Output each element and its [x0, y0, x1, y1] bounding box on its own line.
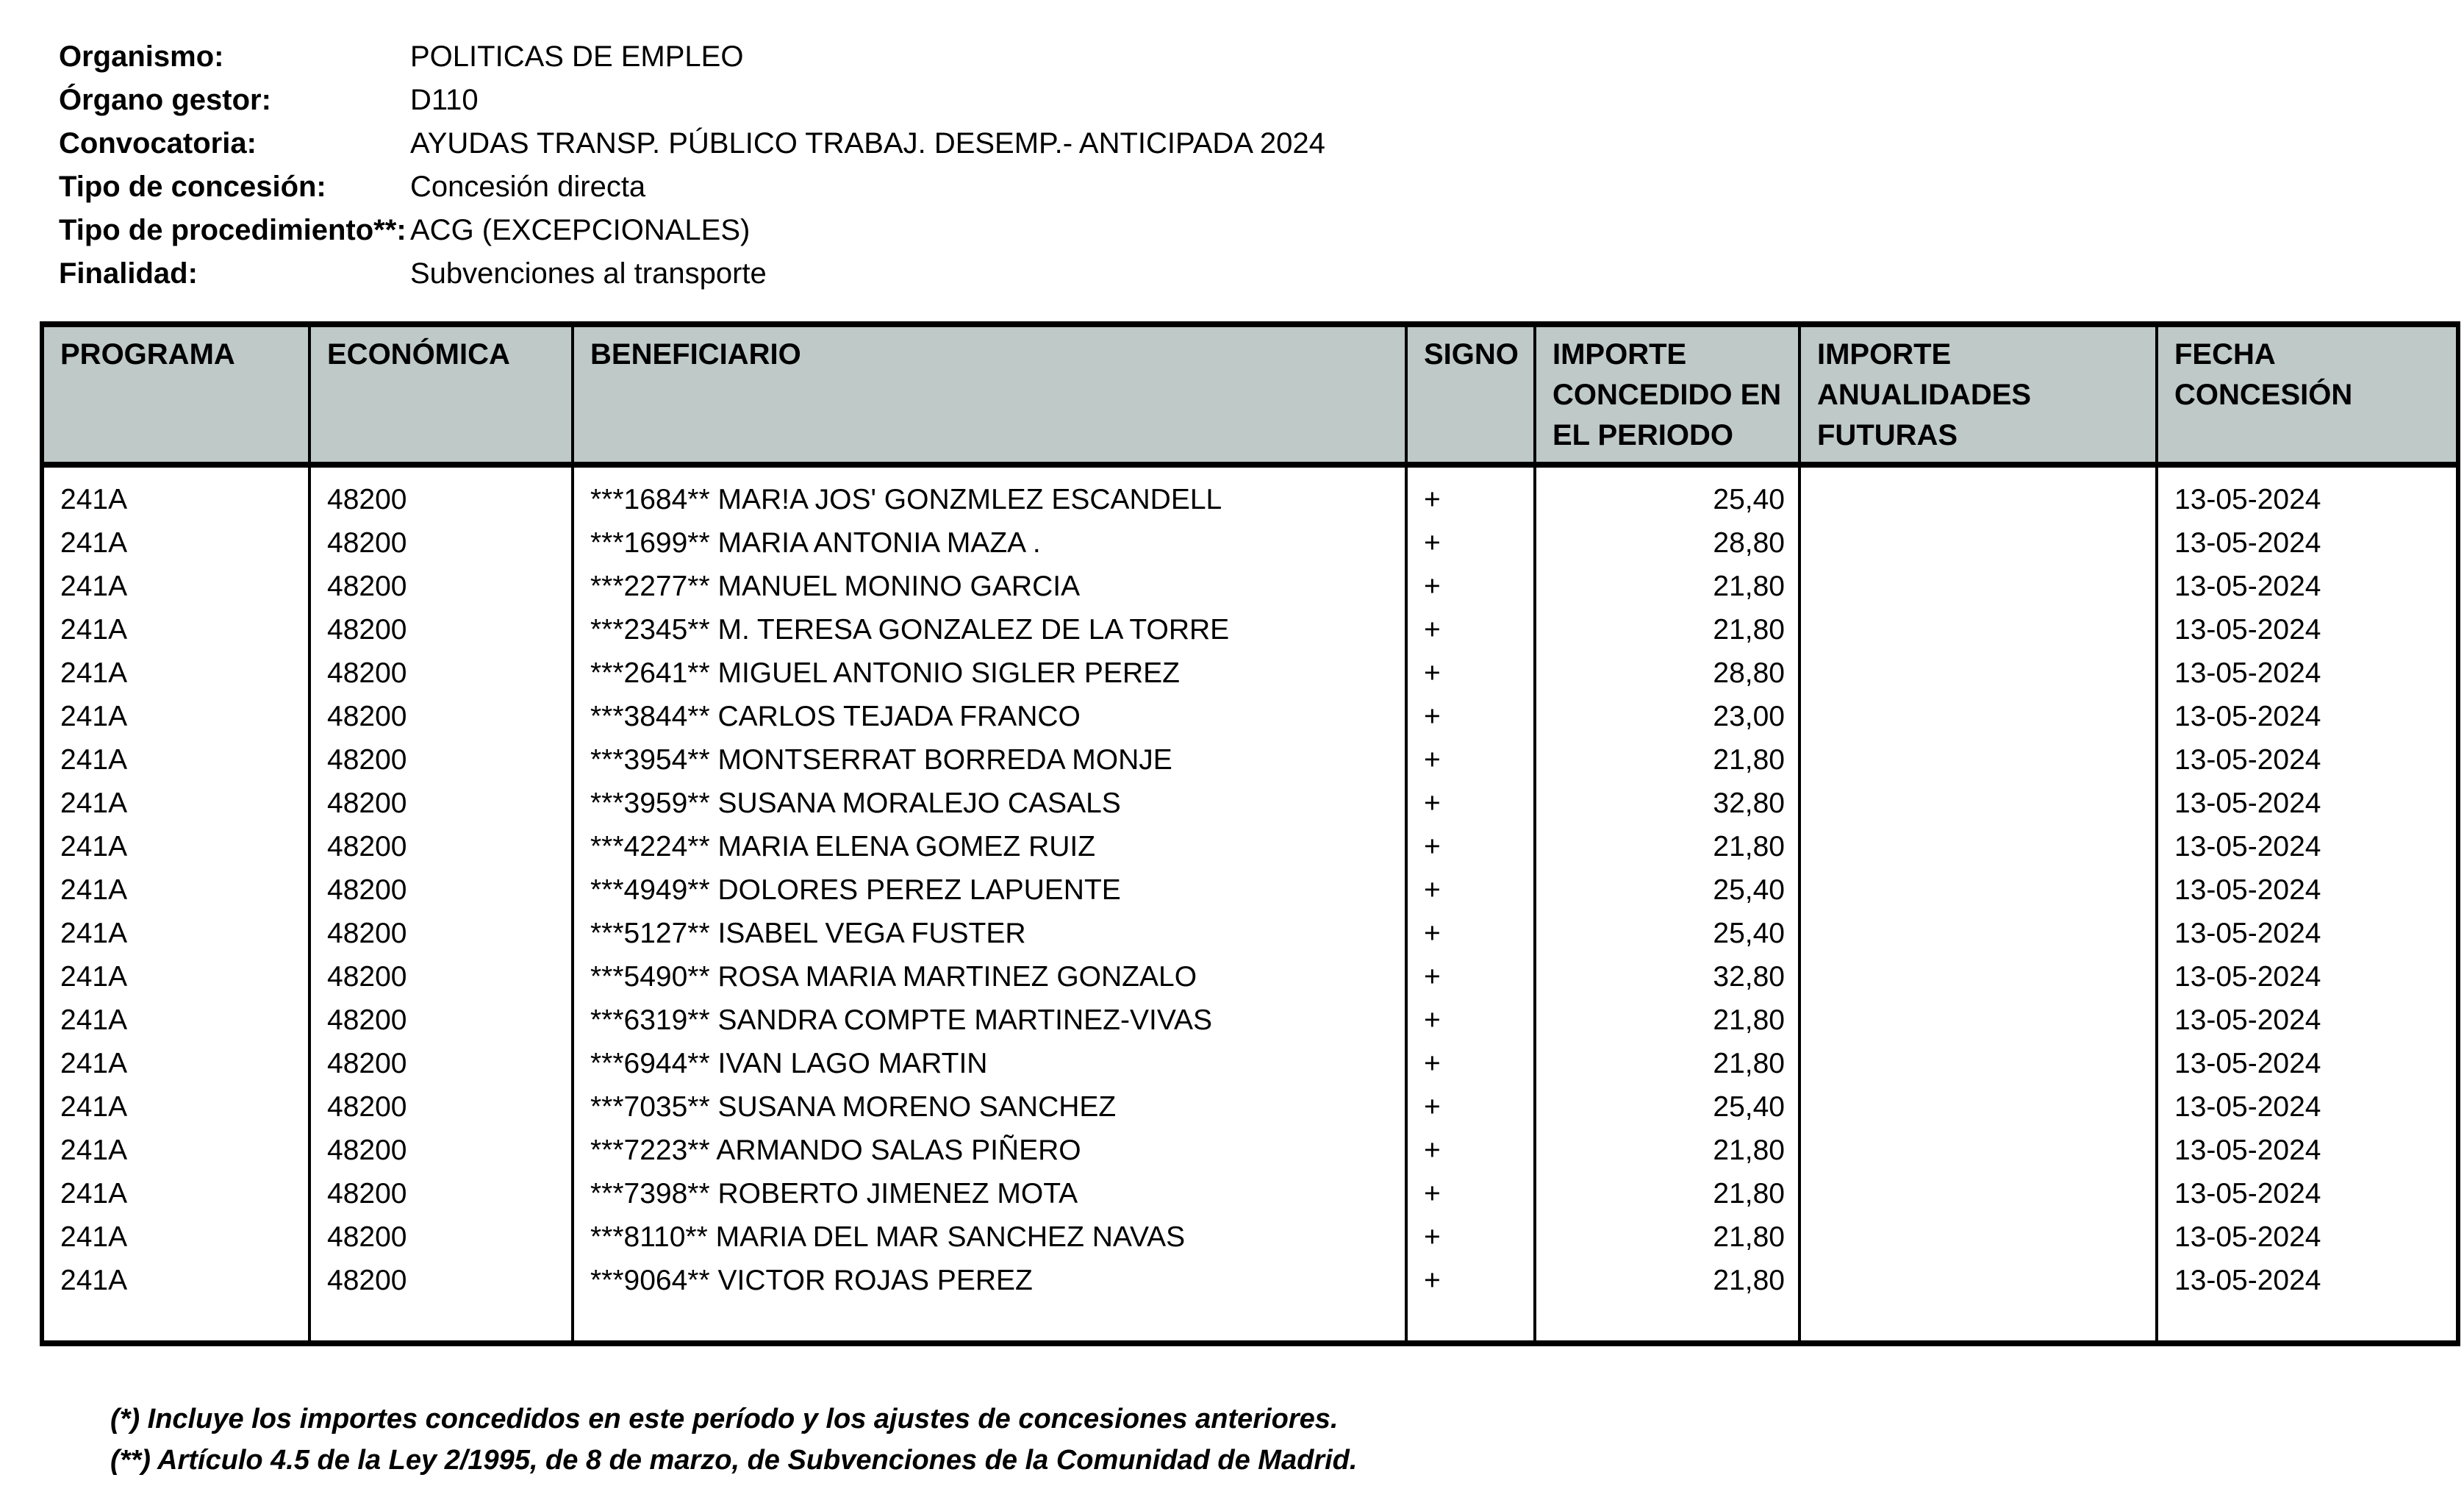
footnote-period: (*) Incluye los importes concedidos en este período y los ajustes de concesiones anteriores. [110, 1404, 1339, 1435]
table-row [42, 825, 2458, 868]
column-header-importe-concedido: IMPORTE CONCEDIDO EN EL PERIODO [1535, 324, 1799, 465]
cell-programa: 241A [42, 1259, 309, 1302]
cell-programa: 241A [42, 465, 309, 521]
cell-fecha-concesion: 13-05-2024 [2157, 868, 2458, 912]
cell-fecha-concesion: 13-05-2024 [2157, 1129, 2458, 1172]
metadata-block [59, 35, 1325, 296]
cell-beneficiario: ***3954** MONTSERRAT BORREDA MONJE [573, 738, 1406, 782]
column-header-programa: PROGRAMA [42, 324, 309, 465]
cell-fecha-concesion: 13-05-2024 [2157, 912, 2458, 955]
cell-signo: + [1406, 1085, 1535, 1129]
cell-importe-anualidades [1799, 521, 2157, 565]
cell-importe-concedido: 25,40 [1535, 465, 1799, 521]
cell-beneficiario: ***9064** VICTOR ROJAS PEREZ [573, 1259, 1406, 1302]
cell-importe-anualidades [1799, 695, 2157, 738]
cell-signo: + [1406, 608, 1535, 651]
cell-programa: 241A [42, 738, 309, 782]
table-row [42, 521, 2458, 565]
cell-beneficiario: ***2345** M. TERESA GONZALEZ DE LA TORRE [573, 608, 1406, 651]
meta-value-organo-gestor: D110 [410, 84, 479, 116]
cell-beneficiario: ***7398** ROBERTO JIMENEZ MOTA [573, 1172, 1406, 1215]
table-row [42, 565, 2458, 608]
cell-importe-anualidades [1799, 825, 2157, 868]
cell-importe-concedido: 21,80 [1535, 825, 1799, 868]
cell-programa: 241A [42, 782, 309, 825]
cell-importe-anualidades [1799, 998, 2157, 1042]
cell-signo: + [1406, 1172, 1535, 1215]
filler-cell [2157, 1302, 2458, 1343]
meta-label-tipo-procedimiento: Tipo de procedimiento**: [59, 214, 407, 246]
cell-programa: 241A [42, 651, 309, 695]
cell-beneficiario: ***7223** ARMANDO SALAS PIÑERO [573, 1129, 1406, 1172]
filler-cell [1406, 1302, 1535, 1343]
cell-programa: 241A [42, 695, 309, 738]
cell-economica: 48200 [309, 825, 573, 868]
meta-row-organo-gestor [59, 79, 1325, 122]
cell-beneficiario: ***5490** ROSA MARIA MARTINEZ GONZALO [573, 955, 1406, 998]
meta-value-convocatoria: AYUDAS TRANSP. PÚBLICO TRABAJ. DESEMP.- ANTICIPADA 2024 [410, 127, 1325, 160]
table-row [42, 912, 2458, 955]
cell-fecha-concesion: 13-05-2024 [2157, 1259, 2458, 1302]
cell-importe-concedido: 28,80 [1535, 521, 1799, 565]
table-row [42, 955, 2458, 998]
table-row [42, 1172, 2458, 1215]
cell-importe-anualidades [1799, 608, 2157, 651]
cell-importe-anualidades [1799, 1042, 2157, 1085]
cell-programa: 241A [42, 565, 309, 608]
cell-importe-anualidades [1799, 1215, 2157, 1259]
cell-importe-concedido: 21,80 [1535, 998, 1799, 1042]
cell-beneficiario: ***1684** MAR!A JOS' GONZMLEZ ESCANDELL [573, 465, 1406, 521]
cell-signo: + [1406, 825, 1535, 868]
table-row [42, 1042, 2458, 1085]
cell-programa: 241A [42, 1085, 309, 1129]
cell-beneficiario: ***2641** MIGUEL ANTONIO SIGLER PEREZ [573, 651, 1406, 695]
table-row [42, 868, 2458, 912]
cell-signo: + [1406, 695, 1535, 738]
cell-fecha-concesion: 13-05-2024 [2157, 998, 2458, 1042]
table-row [42, 608, 2458, 651]
cell-fecha-concesion: 13-05-2024 [2157, 738, 2458, 782]
cell-fecha-concesion: 13-05-2024 [2157, 825, 2458, 868]
cell-programa: 241A [42, 998, 309, 1042]
column-header-economica: ECONÓMICA [309, 324, 573, 465]
meta-label-tipo-concesion: Tipo de concesión: [59, 171, 326, 203]
cell-importe-anualidades [1799, 738, 2157, 782]
cell-programa: 241A [42, 1172, 309, 1215]
cell-fecha-concesion: 13-05-2024 [2157, 651, 2458, 695]
table-row [42, 695, 2458, 738]
cell-importe-anualidades [1799, 912, 2157, 955]
cell-importe-concedido: 21,80 [1535, 1259, 1799, 1302]
column-header-beneficiario: BENEFICIARIO [573, 324, 1406, 465]
cell-importe-concedido: 28,80 [1535, 651, 1799, 695]
cell-fecha-concesion: 13-05-2024 [2157, 695, 2458, 738]
cell-beneficiario: ***6944** IVAN LAGO MARTIN [573, 1042, 1406, 1085]
cell-signo: + [1406, 565, 1535, 608]
cell-importe-anualidades [1799, 1172, 2157, 1215]
table-row [42, 1085, 2458, 1129]
filler-cell [1535, 1302, 1799, 1343]
column-header-importe-anualidades: IMPORTE ANUALIDADES FUTURAS [1799, 324, 2157, 465]
cell-beneficiario: ***2277** MANUEL MONINO GARCIA [573, 565, 1406, 608]
cell-beneficiario: ***5127** ISABEL VEGA FUSTER [573, 912, 1406, 955]
cell-importe-concedido: 25,40 [1535, 1085, 1799, 1129]
cell-economica: 48200 [309, 651, 573, 695]
cell-importe-concedido: 21,80 [1535, 1129, 1799, 1172]
cell-beneficiario: ***3959** SUSANA MORALEJO CASALS [573, 782, 1406, 825]
filler-cell [1799, 1302, 2157, 1343]
cell-fecha-concesion: 13-05-2024 [2157, 782, 2458, 825]
cell-signo: + [1406, 955, 1535, 998]
cell-fecha-concesion: 13-05-2024 [2157, 521, 2458, 565]
table-row [42, 782, 2458, 825]
meta-value-finalidad: Subvenciones al transporte [410, 257, 767, 290]
cell-signo: + [1406, 868, 1535, 912]
cell-importe-anualidades [1799, 465, 2157, 521]
cell-economica: 48200 [309, 955, 573, 998]
cell-importe-concedido: 23,00 [1535, 695, 1799, 738]
table-row [42, 1259, 2458, 1302]
cell-signo: + [1406, 651, 1535, 695]
cell-economica: 48200 [309, 998, 573, 1042]
cell-fecha-concesion: 13-05-2024 [2157, 1042, 2458, 1085]
cell-economica: 48200 [309, 1129, 573, 1172]
cell-economica: 48200 [309, 608, 573, 651]
cell-programa: 241A [42, 521, 309, 565]
cell-economica: 48200 [309, 868, 573, 912]
cell-signo: + [1406, 912, 1535, 955]
cell-importe-anualidades [1799, 868, 2157, 912]
cell-programa: 241A [42, 825, 309, 868]
cell-fecha-concesion: 13-05-2024 [2157, 955, 2458, 998]
table-body [42, 465, 2458, 1343]
table-row [42, 1215, 2458, 1259]
cell-fecha-concesion: 13-05-2024 [2157, 608, 2458, 651]
cell-importe-anualidades [1799, 565, 2157, 608]
cell-importe-concedido: 32,80 [1535, 782, 1799, 825]
cell-programa: 241A [42, 912, 309, 955]
cell-programa: 241A [42, 1042, 309, 1085]
meta-label-organismo: Organismo: [59, 40, 224, 73]
table-row [42, 1129, 2458, 1172]
cell-importe-anualidades [1799, 1259, 2157, 1302]
filler-cell [42, 1302, 309, 1343]
filler-cell [573, 1302, 1406, 1343]
cell-fecha-concesion: 13-05-2024 [2157, 565, 2458, 608]
cell-programa: 241A [42, 1215, 309, 1259]
cell-economica: 48200 [309, 1172, 573, 1215]
cell-fecha-concesion: 13-05-2024 [2157, 1085, 2458, 1129]
footnotes-block [110, 1398, 1357, 1481]
meta-value-organismo: POLITICAS DE EMPLEO [410, 40, 744, 73]
cell-beneficiario: ***6319** SANDRA COMPTE MARTINEZ-VIVAS [573, 998, 1406, 1042]
cell-signo: + [1406, 465, 1535, 521]
cell-beneficiario: ***1699** MARIA ANTONIA MAZA . [573, 521, 1406, 565]
meta-label-convocatoria: Convocatoria: [59, 127, 257, 160]
cell-programa: 241A [42, 955, 309, 998]
cell-importe-anualidades [1799, 955, 2157, 998]
cell-importe-concedido: 21,80 [1535, 1042, 1799, 1085]
cell-economica: 48200 [309, 695, 573, 738]
cell-importe-concedido: 21,80 [1535, 565, 1799, 608]
cell-importe-concedido: 21,80 [1535, 1172, 1799, 1215]
cell-signo: + [1406, 1129, 1535, 1172]
cell-beneficiario: ***4224** MARIA ELENA GOMEZ RUIZ [573, 825, 1406, 868]
cell-importe-anualidades [1799, 651, 2157, 695]
cell-programa: 241A [42, 868, 309, 912]
table-filler-row [42, 1302, 2458, 1343]
cell-importe-concedido: 32,80 [1535, 955, 1799, 998]
table-row [42, 465, 2458, 521]
cell-beneficiario: ***7035** SUSANA MORENO SANCHEZ [573, 1085, 1406, 1129]
table-row [42, 738, 2458, 782]
cell-signo: + [1406, 998, 1535, 1042]
cell-economica: 48200 [309, 1085, 573, 1129]
table-row [42, 651, 2458, 695]
cell-programa: 241A [42, 1129, 309, 1172]
cell-programa: 241A [42, 608, 309, 651]
meta-value-tipo-concesion: Concesión directa [410, 171, 646, 203]
cell-economica: 48200 [309, 465, 573, 521]
cell-fecha-concesion: 13-05-2024 [2157, 465, 2458, 521]
cell-fecha-concesion: 13-05-2024 [2157, 1215, 2458, 1259]
cell-signo: + [1406, 738, 1535, 782]
cell-signo: + [1406, 1215, 1535, 1259]
cell-importe-anualidades [1799, 1129, 2157, 1172]
cell-economica: 48200 [309, 738, 573, 782]
cell-importe-concedido: 21,80 [1535, 608, 1799, 651]
cell-beneficiario: ***8110** MARIA DEL MAR SANCHEZ NAVAS [573, 1215, 1406, 1259]
meta-row-convocatoria [59, 122, 1325, 165]
cell-economica: 48200 [309, 912, 573, 955]
cell-economica: 48200 [309, 565, 573, 608]
filler-cell [309, 1302, 573, 1343]
meta-row-finalidad [59, 252, 1325, 296]
cell-importe-anualidades [1799, 1085, 2157, 1129]
cell-importe-concedido: 25,40 [1535, 912, 1799, 955]
cell-signo: + [1406, 1042, 1535, 1085]
cell-importe-concedido: 25,40 [1535, 868, 1799, 912]
cell-signo: + [1406, 1259, 1535, 1302]
cell-signo: + [1406, 782, 1535, 825]
cell-economica: 48200 [309, 1042, 573, 1085]
column-header-fecha-concesion: FECHA CONCESIÓN [2157, 324, 2458, 465]
cell-economica: 48200 [309, 1259, 573, 1302]
cell-beneficiario: ***4949** DOLORES PEREZ LAPUENTE [573, 868, 1406, 912]
cell-importe-concedido: 21,80 [1535, 1215, 1799, 1259]
table-row [42, 998, 2458, 1042]
cell-economica: 48200 [309, 1215, 573, 1259]
cell-importe-concedido: 21,80 [1535, 738, 1799, 782]
cell-importe-anualidades [1799, 782, 2157, 825]
table-header-row [42, 324, 2458, 465]
meta-row-tipo-concesion [59, 165, 1325, 209]
cell-fecha-concesion: 13-05-2024 [2157, 1172, 2458, 1215]
column-header-signo: SIGNO [1406, 324, 1535, 465]
cell-beneficiario: ***3844** CARLOS TEJADA FRANCO [573, 695, 1406, 738]
meta-label-finalidad: Finalidad: [59, 257, 198, 290]
meta-row-tipo-procedimiento [59, 209, 1325, 252]
meta-label-organo-gestor: Órgano gestor: [59, 84, 271, 116]
meta-row-organismo [59, 35, 1325, 79]
cell-economica: 48200 [309, 521, 573, 565]
meta-value-tipo-procedimiento: ACG (EXCEPCIONALES) [410, 214, 751, 246]
cell-economica: 48200 [309, 782, 573, 825]
cell-signo: + [1406, 521, 1535, 565]
footnote-law: (**) Artículo 4.5 de la Ley 2/1995, de 8 de marzo, de Subvenciones de la Comunidad de Madrid. [110, 1445, 1358, 1476]
concessions-table [40, 321, 2460, 1346]
table-header [42, 324, 2458, 465]
